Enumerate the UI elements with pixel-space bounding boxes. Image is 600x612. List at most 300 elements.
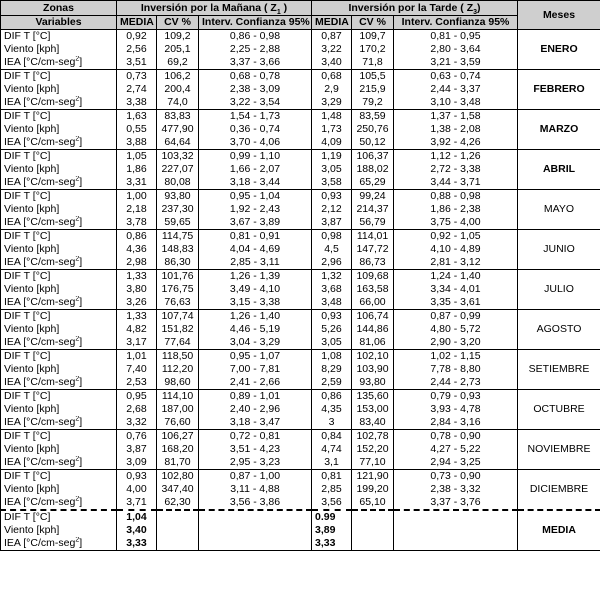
- variable-label: Viento [kph]: [1, 283, 117, 296]
- afternoon-media: 0,84: [312, 430, 352, 444]
- afternoon-cv: 109,68: [352, 270, 394, 284]
- variable-label: IEA [°C/cm-seg$^2$]: [1, 176, 117, 190]
- table-row: [1, 416, 600, 430]
- morning-media: 2,56: [117, 43, 157, 56]
- morning-media: 1,33: [117, 310, 157, 324]
- morning-media: 0,92: [117, 30, 157, 44]
- empty-cell: [157, 510, 199, 524]
- morning-cv: 107,74: [157, 310, 199, 324]
- morning-media: 3,87: [117, 443, 157, 456]
- morning-cv: 77,64: [157, 336, 199, 350]
- variable-label: DIF T [°C]: [1, 350, 117, 364]
- table-row: [1, 163, 600, 176]
- table-row: [1, 390, 600, 404]
- morning-interval: 4,04 - 4,69: [199, 243, 312, 256]
- morning-media: 3,32: [117, 416, 157, 430]
- afternoon-interval: 2,44 - 2,73: [394, 376, 518, 390]
- morning-media: 4,36: [117, 243, 157, 256]
- afternoon-media: 3,56: [312, 496, 352, 510]
- morning-media: 3,26: [117, 296, 157, 310]
- afternoon-media: 1,73: [312, 123, 352, 136]
- afternoon-interval: 2,84 - 3,16: [394, 416, 518, 430]
- morning-interval: 3,04 - 3,29: [199, 336, 312, 350]
- table-row: [1, 216, 600, 230]
- empty-cell: [352, 537, 394, 551]
- table-row: [1, 43, 600, 56]
- table-row: [1, 270, 600, 284]
- afternoon-interval: 4,80 - 5,72: [394, 323, 518, 336]
- morning-cv: 176,75: [157, 283, 199, 296]
- afternoon-media: 2,9: [312, 83, 352, 96]
- morning-interval: 3,22 - 3,54: [199, 96, 312, 110]
- morning-cv: 237,30: [157, 203, 199, 216]
- morning-interval: 3,18 - 3,44: [199, 176, 312, 190]
- variable-label: Viento [kph]: [1, 123, 117, 136]
- variable-label: IEA [°C/cm-seg$^2$]: [1, 537, 117, 551]
- afternoon-cv: 147,72: [352, 243, 394, 256]
- variable-label: IEA [°C/cm-seg$^2$]: [1, 376, 117, 390]
- average-afternoon-media: 0.99: [312, 510, 352, 524]
- morning-media: 1,63: [117, 110, 157, 124]
- table-row: [1, 323, 600, 336]
- morning-header: Inversión por la Mañana ( $Z_1$ ): [117, 1, 312, 16]
- morning-interval: 0,95 - 1,07: [199, 350, 312, 364]
- variable-label: DIF T [°C]: [1, 30, 117, 44]
- empty-cell: [157, 524, 199, 537]
- morning-media: 3,88: [117, 136, 157, 150]
- morning-interval: 3,18 - 3,47: [199, 416, 312, 430]
- morning-cv: 81,70: [157, 456, 199, 470]
- month-label: FEBRERO: [518, 70, 600, 110]
- morning-media: 1,05: [117, 150, 157, 164]
- morning-cv: 106,2: [157, 70, 199, 84]
- empty-cell: [394, 537, 518, 551]
- variable-label: Viento [kph]: [1, 483, 117, 496]
- empty-cell: [199, 524, 312, 537]
- morning-media: 3,38: [117, 96, 157, 110]
- table-row: [1, 456, 600, 470]
- afternoon-interval: 2,81 - 3,12: [394, 256, 518, 270]
- afternoon-media: 3,22: [312, 43, 352, 56]
- morning-interval: 3,70 - 4,06: [199, 136, 312, 150]
- afternoon-cv: 163,58: [352, 283, 394, 296]
- month-label: NOVIEMBRE: [518, 430, 600, 470]
- afternoon-interval: 3,92 - 4,26: [394, 136, 518, 150]
- morning-media-header: MEDIA: [117, 16, 157, 30]
- afternoon-media: 2,59: [312, 376, 352, 390]
- afternoon-media: 0,86: [312, 390, 352, 404]
- afternoon-cv: 250,76: [352, 123, 394, 136]
- morning-cv: 83,83: [157, 110, 199, 124]
- afternoon-media: 3: [312, 416, 352, 430]
- morning-media: 2,53: [117, 376, 157, 390]
- variables-header: Variables: [1, 16, 117, 30]
- month-label: DICIEMBRE: [518, 470, 600, 511]
- morning-interval: 3,56 - 3,86: [199, 496, 312, 510]
- table-row: [1, 176, 600, 190]
- morning-media: 4,82: [117, 323, 157, 336]
- afternoon-interval: 0,79 - 0,93: [394, 390, 518, 404]
- table-row: [1, 110, 600, 124]
- morning-cv: 76,63: [157, 296, 199, 310]
- table-row: [1, 123, 600, 136]
- afternoon-media: 3,29: [312, 96, 352, 110]
- morning-media: 3,51: [117, 56, 157, 70]
- morning-interval: 1,26 - 1,40: [199, 310, 312, 324]
- average-morning-media: 3,40: [117, 524, 157, 537]
- table-row: [1, 363, 600, 376]
- afternoon-media: 0,93: [312, 310, 352, 324]
- variable-label: DIF T [°C]: [1, 390, 117, 404]
- morning-media: 0,76: [117, 430, 157, 444]
- table-row: [1, 336, 600, 350]
- morning-cv: 168,20: [157, 443, 199, 456]
- afternoon-cv: 199,20: [352, 483, 394, 496]
- table-row: [1, 56, 600, 70]
- afternoon-cv: 86,73: [352, 256, 394, 270]
- afternoon-media: 1,19: [312, 150, 352, 164]
- morning-cv: 187,00: [157, 403, 199, 416]
- month-label: AGOSTO: [518, 310, 600, 350]
- table-row: [1, 283, 600, 296]
- morning-interval: 0,99 - 1,10: [199, 150, 312, 164]
- afternoon-interval: 0,92 - 1,05: [394, 230, 518, 244]
- table-row: [1, 230, 600, 244]
- afternoon-cv: 106,74: [352, 310, 394, 324]
- afternoon-cv-header: CV %: [352, 16, 394, 30]
- variable-label: DIF T [°C]: [1, 150, 117, 164]
- afternoon-cv: 99,24: [352, 190, 394, 204]
- morning-interval: 4,46 - 5,19: [199, 323, 312, 336]
- afternoon-interval: 3,34 - 4,01: [394, 283, 518, 296]
- morning-cv: 114,75: [157, 230, 199, 244]
- morning-media: 0,55: [117, 123, 157, 136]
- afternoon-cv: 102,78: [352, 430, 394, 444]
- morning-cv: 103,32: [157, 150, 199, 164]
- afternoon-media: 0,68: [312, 70, 352, 84]
- variable-label: Viento [kph]: [1, 243, 117, 256]
- afternoon-media: 3,1: [312, 456, 352, 470]
- afternoon-cv: 66,00: [352, 296, 394, 310]
- variable-label: DIF T [°C]: [1, 190, 117, 204]
- table-row: [1, 483, 600, 496]
- afternoon-interval: 0,78 - 0,90: [394, 430, 518, 444]
- afternoon-cv: 102,10: [352, 350, 394, 364]
- morning-media: 1,33: [117, 270, 157, 284]
- morning-cv: 106,27: [157, 430, 199, 444]
- month-label: ABRIL: [518, 150, 600, 190]
- empty-cell: [157, 537, 199, 551]
- afternoon-media: 0,98: [312, 230, 352, 244]
- afternoon-cv: 170,2: [352, 43, 394, 56]
- variable-label: IEA [°C/cm-seg$^2$]: [1, 416, 117, 430]
- afternoon-interval: 1,12 - 1,26: [394, 150, 518, 164]
- afternoon-interval: 4,27 - 5,22: [394, 443, 518, 456]
- empty-cell: [352, 524, 394, 537]
- variable-label: Viento [kph]: [1, 163, 117, 176]
- morning-media: 1,00: [117, 190, 157, 204]
- morning-interval: 0,68 - 0,78: [199, 70, 312, 84]
- afternoon-media: 2,85: [312, 483, 352, 496]
- afternoon-interval: 0,81 - 0,95: [394, 30, 518, 44]
- table-row: [1, 403, 600, 416]
- afternoon-media: 1,48: [312, 110, 352, 124]
- afternoon-cv: 81,06: [352, 336, 394, 350]
- afternoon-cv: 50,12: [352, 136, 394, 150]
- morning-interval: 2,95 - 3,23: [199, 456, 312, 470]
- afternoon-media: 4,74: [312, 443, 352, 456]
- variable-label: IEA [°C/cm-seg$^2$]: [1, 496, 117, 510]
- morning-media: 7,40: [117, 363, 157, 376]
- variable-label: Viento [kph]: [1, 203, 117, 216]
- variable-label: IEA [°C/cm-seg$^2$]: [1, 456, 117, 470]
- afternoon-interval: 0,87 - 0,99: [394, 310, 518, 324]
- table-row: [1, 83, 600, 96]
- variable-label: Viento [kph]: [1, 443, 117, 456]
- table-row: [1, 470, 600, 484]
- morning-interval: 2,41 - 2,66: [199, 376, 312, 390]
- morning-media: 3,09: [117, 456, 157, 470]
- variable-label: Viento [kph]: [1, 524, 117, 537]
- afternoon-cv: 77,10: [352, 456, 394, 470]
- afternoon-media: 3,05: [312, 163, 352, 176]
- variable-label: IEA [°C/cm-seg$^2$]: [1, 296, 117, 310]
- variable-label: IEA [°C/cm-seg$^2$]: [1, 336, 117, 350]
- average-row: [1, 524, 600, 537]
- variable-label: Viento [kph]: [1, 43, 117, 56]
- morning-interval: 2,25 - 2,88: [199, 43, 312, 56]
- table-row: [1, 350, 600, 364]
- month-label: JULIO: [518, 270, 600, 310]
- morning-media: 3,31: [117, 176, 157, 190]
- afternoon-cv: 65,29: [352, 176, 394, 190]
- empty-cell: [199, 537, 312, 551]
- morning-cv: 151,82: [157, 323, 199, 336]
- table-row: [1, 203, 600, 216]
- afternoon-media: 8,29: [312, 363, 352, 376]
- afternoon-media: 1,32: [312, 270, 352, 284]
- table-row: [1, 256, 600, 270]
- morning-interval: 3,51 - 4,23: [199, 443, 312, 456]
- morning-interval: 1,54 - 1,73: [199, 110, 312, 124]
- average-afternoon-media: 3,33: [312, 537, 352, 551]
- morning-media: 2,18: [117, 203, 157, 216]
- average-morning-media: 3,33: [117, 537, 157, 551]
- afternoon-header: Inversión por la Tarde ( $Z_3$): [312, 1, 518, 16]
- morning-interval: 0,87 - 1,00: [199, 470, 312, 484]
- afternoon-interval: 1,37 - 1,58: [394, 110, 518, 124]
- afternoon-interval: 1,02 - 1,15: [394, 350, 518, 364]
- afternoon-cv: 121,90: [352, 470, 394, 484]
- average-row: [1, 510, 600, 524]
- month-label: MAYO: [518, 190, 600, 230]
- table-row: [1, 376, 600, 390]
- variable-label: DIF T [°C]: [1, 470, 117, 484]
- table-row: [1, 136, 600, 150]
- afternoon-media: 0,93: [312, 190, 352, 204]
- table-row: [1, 243, 600, 256]
- morning-media: 1,86: [117, 163, 157, 176]
- average-morning-media: 1,04: [117, 510, 157, 524]
- afternoon-cv: 153,00: [352, 403, 394, 416]
- afternoon-interval: 7,78 - 8,80: [394, 363, 518, 376]
- morning-media: 3,80: [117, 283, 157, 296]
- morning-cv: 74,0: [157, 96, 199, 110]
- morning-cv: 148,83: [157, 243, 199, 256]
- afternoon-interval: 1,24 - 1,40: [394, 270, 518, 284]
- morning-cv: 205,1: [157, 43, 199, 56]
- morning-interval: 3,67 - 3,89: [199, 216, 312, 230]
- table-row: [1, 150, 600, 164]
- month-label: MARZO: [518, 110, 600, 150]
- afternoon-media: 3,05: [312, 336, 352, 350]
- afternoon-cv: 93,80: [352, 376, 394, 390]
- average-label: MEDIA: [518, 510, 600, 551]
- variable-label: Viento [kph]: [1, 403, 117, 416]
- variable-label: IEA [°C/cm-seg$^2$]: [1, 216, 117, 230]
- morning-cv: 109,2: [157, 30, 199, 44]
- morning-cv: 114,10: [157, 390, 199, 404]
- morning-cv: 76,60: [157, 416, 199, 430]
- morning-interval: 0,81 - 0,91: [199, 230, 312, 244]
- morning-media: 3,78: [117, 216, 157, 230]
- morning-cv: 477,90: [157, 123, 199, 136]
- average-row: [1, 537, 600, 551]
- afternoon-interval: 2,90 - 3,20: [394, 336, 518, 350]
- afternoon-cv: 215,9: [352, 83, 394, 96]
- morning-cv: 227,07: [157, 163, 199, 176]
- morning-cv: 347,40: [157, 483, 199, 496]
- morning-cv: 62,30: [157, 496, 199, 510]
- morning-cv: 86,30: [157, 256, 199, 270]
- variable-label: Viento [kph]: [1, 323, 117, 336]
- morning-interval-header: Interv. Confianza 95%: [199, 16, 312, 30]
- average-afternoon-media: 3,89: [312, 524, 352, 537]
- morning-cv: 93,80: [157, 190, 199, 204]
- afternoon-cv: 71,8: [352, 56, 394, 70]
- afternoon-cv: 103,90: [352, 363, 394, 376]
- variable-label: Viento [kph]: [1, 83, 117, 96]
- afternoon-interval: 3,93 - 4,78: [394, 403, 518, 416]
- afternoon-media-header: MEDIA: [312, 16, 352, 30]
- morning-cv: 80,08: [157, 176, 199, 190]
- morning-interval: 3,11 - 4,88: [199, 483, 312, 496]
- variable-label: IEA [°C/cm-seg$^2$]: [1, 56, 117, 70]
- afternoon-interval-header: Interv. Confianza 95%: [394, 16, 518, 30]
- afternoon-interval: 0,73 - 0,90: [394, 470, 518, 484]
- table-row: [1, 96, 600, 110]
- table-row: [1, 443, 600, 456]
- morning-media: 0,93: [117, 470, 157, 484]
- afternoon-cv: 105,5: [352, 70, 394, 84]
- morning-media: 3,17: [117, 336, 157, 350]
- table-row: [1, 310, 600, 324]
- afternoon-media: 1,08: [312, 350, 352, 364]
- afternoon-media: 0,81: [312, 470, 352, 484]
- afternoon-cv: 135,60: [352, 390, 394, 404]
- morning-media: 0,73: [117, 70, 157, 84]
- afternoon-interval: 2,38 - 3,32: [394, 483, 518, 496]
- month-label: OCTUBRE: [518, 390, 600, 430]
- morning-interval: 0,95 - 1,04: [199, 190, 312, 204]
- afternoon-media: 4,09: [312, 136, 352, 150]
- morning-interval: 7,00 - 7,81: [199, 363, 312, 376]
- afternoon-cv: 214,37: [352, 203, 394, 216]
- afternoon-cv: 79,2: [352, 96, 394, 110]
- afternoon-media: 3,87: [312, 216, 352, 230]
- empty-cell: [352, 510, 394, 524]
- afternoon-media: 3,58: [312, 176, 352, 190]
- afternoon-interval: 3,10 - 3,48: [394, 96, 518, 110]
- variable-label: DIF T [°C]: [1, 270, 117, 284]
- afternoon-cv: 144,86: [352, 323, 394, 336]
- morning-interval: 0,89 - 1,01: [199, 390, 312, 404]
- afternoon-interval: 3,37 - 3,76: [394, 496, 518, 510]
- afternoon-interval: 1,38 - 2,08: [394, 123, 518, 136]
- afternoon-cv: 109,7: [352, 30, 394, 44]
- zonas-header: Zonas: [1, 1, 117, 16]
- variable-label: IEA [°C/cm-seg$^2$]: [1, 96, 117, 110]
- afternoon-media: 2,12: [312, 203, 352, 216]
- empty-cell: [199, 510, 312, 524]
- morning-cv: 200,4: [157, 83, 199, 96]
- afternoon-interval: 0,88 - 0,98: [394, 190, 518, 204]
- month-label: SETIEMBRE: [518, 350, 600, 390]
- afternoon-media: 4,35: [312, 403, 352, 416]
- variable-label: Viento [kph]: [1, 363, 117, 376]
- afternoon-media: 3,48: [312, 296, 352, 310]
- variable-label: IEA [°C/cm-seg$^2$]: [1, 136, 117, 150]
- afternoon-media: 5,26: [312, 323, 352, 336]
- variable-label: DIF T [°C]: [1, 70, 117, 84]
- afternoon-interval: 3,75 - 4,00: [394, 216, 518, 230]
- table-row: [1, 30, 600, 44]
- afternoon-interval: 2,94 - 3,25: [394, 456, 518, 470]
- month-label: ENERO: [518, 30, 600, 70]
- morning-interval: 2,85 - 3,11: [199, 256, 312, 270]
- variable-label: DIF T [°C]: [1, 310, 117, 324]
- meses-header: Meses: [518, 1, 600, 30]
- morning-cv: 102,80: [157, 470, 199, 484]
- morning-media: 0,86: [117, 230, 157, 244]
- afternoon-interval: 0,63 - 0,74: [394, 70, 518, 84]
- morning-interval: 2,38 - 3,09: [199, 83, 312, 96]
- variable-label: DIF T [°C]: [1, 430, 117, 444]
- afternoon-cv: 83,59: [352, 110, 394, 124]
- table-row: [1, 296, 600, 310]
- table-row: [1, 496, 600, 510]
- afternoon-cv: 65,10: [352, 496, 394, 510]
- variable-label: IEA [°C/cm-seg$^2$]: [1, 256, 117, 270]
- morning-media: 1,01: [117, 350, 157, 364]
- morning-cv-header: CV %: [157, 16, 199, 30]
- table-row: [1, 190, 600, 204]
- variable-label: DIF T [°C]: [1, 110, 117, 124]
- afternoon-interval: 2,44 - 3,37: [394, 83, 518, 96]
- afternoon-cv: 56,79: [352, 216, 394, 230]
- afternoon-interval: 3,44 - 3,71: [394, 176, 518, 190]
- morning-media: 2,98: [117, 256, 157, 270]
- afternoon-interval: 2,80 - 3,64: [394, 43, 518, 56]
- table-body: [1, 30, 600, 551]
- afternoon-interval: 1,86 - 2,38: [394, 203, 518, 216]
- morning-media: 0,95: [117, 390, 157, 404]
- afternoon-media: 3,68: [312, 283, 352, 296]
- morning-media: 4,00: [117, 483, 157, 496]
- table-row: [1, 430, 600, 444]
- afternoon-interval: 3,35 - 3,61: [394, 296, 518, 310]
- morning-interval: 3,49 - 4,10: [199, 283, 312, 296]
